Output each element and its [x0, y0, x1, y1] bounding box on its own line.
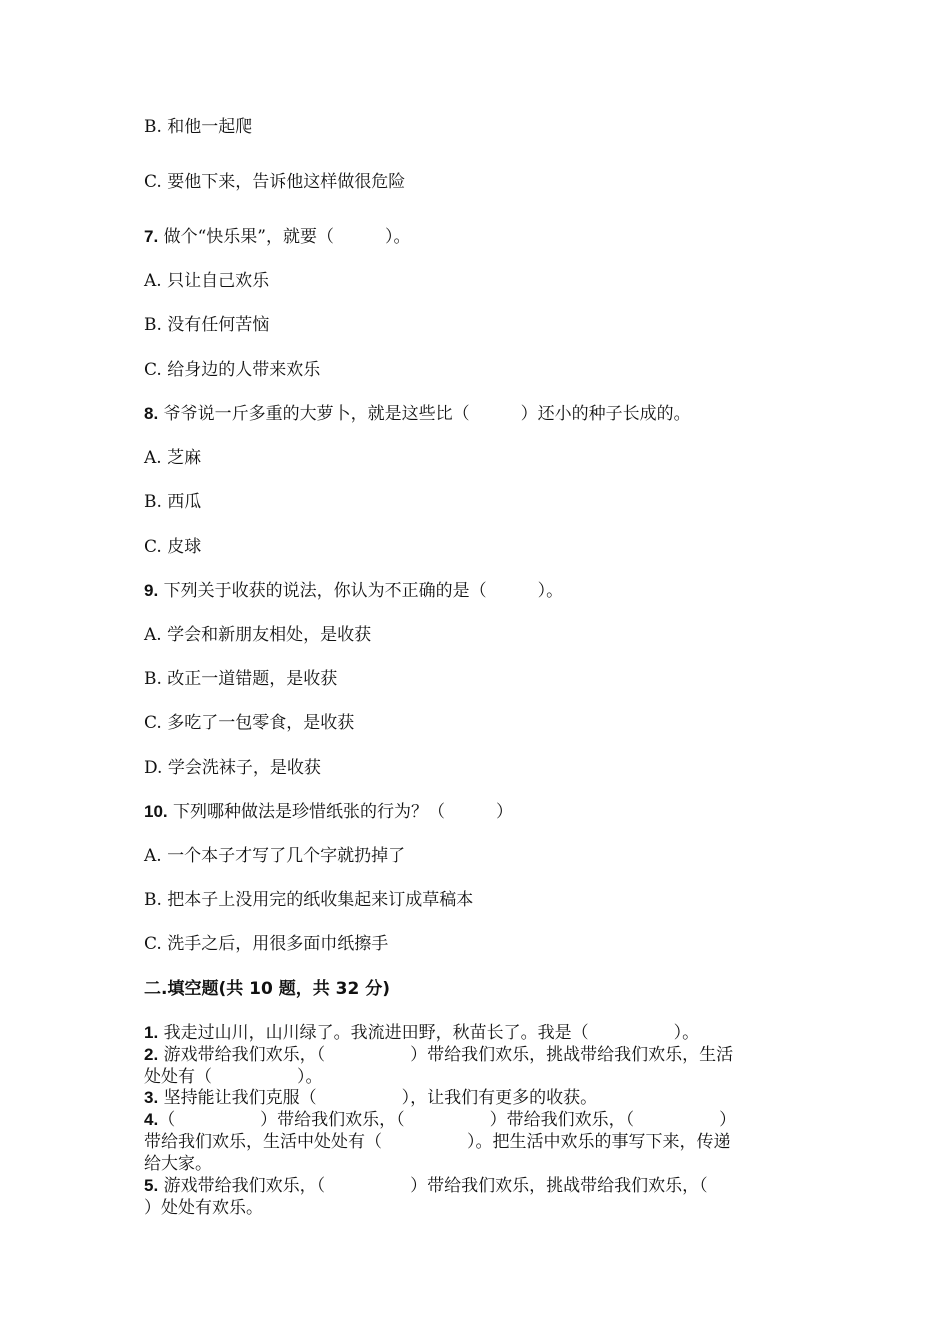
q6-option-b: B. 和他一起爬 — [144, 117, 253, 137]
q10-option-c: C. 洗手之后，用很多面巾纸擦手 — [144, 934, 389, 954]
q7-option-b: B. 没有任何苦恼 — [144, 315, 270, 335]
q8-option-b: B. 西瓜 — [144, 492, 202, 512]
q7-number: 7. — [144, 227, 159, 246]
fill-item-4-line-1 — [144, 1109, 736, 1131]
q9-option-a: A. 学会和新朋友相处，是收获 — [144, 625, 372, 645]
fill-item-3-number: 3. — [144, 1088, 159, 1107]
fill-item-5-line-2: ）处处有欢乐。 — [144, 1198, 263, 1218]
q7-option-a: A. 只让自己欢乐 — [144, 271, 270, 291]
fill-item-4-line-3: 给大家。 — [144, 1154, 212, 1174]
fill-item-2-text-1: 游戏带给我们欢乐，（ ）带给我们欢乐，挑战带给我们欢乐，生活 — [158, 1045, 734, 1065]
q9-text: 下列关于收获的说法，你认为不正确的是（ ）。 — [158, 581, 564, 601]
q7-option-c: C. 给身边的人带来欢乐 — [144, 360, 321, 380]
q10-option-a: A. 一个本子才写了几个字就扔掉了 — [144, 846, 406, 866]
q9-option-d: D. 学会洗袜子，是收获 — [144, 758, 321, 778]
fill-item-5-line-1 — [144, 1175, 708, 1197]
q10-number: 10. — [144, 802, 168, 821]
fill-item-1-text: 我走过山川，山川绿了。我流进田野，秋苗长了。我是（ ）。 — [158, 1023, 700, 1043]
q10-text: 下列哪种做法是珍惜纸张的行为？（ ） — [167, 802, 514, 822]
q8-number: 8. — [144, 404, 159, 423]
fill-item-5-text-1: 游戏带给我们欢乐，（ ）带给我们欢乐，挑战带给我们欢乐，（ — [158, 1176, 708, 1196]
q8-option-a: A. 芝麻 — [144, 448, 202, 468]
q10-stem — [144, 801, 513, 823]
fill-item-5-number: 5. — [144, 1176, 159, 1195]
q9-stem — [144, 580, 563, 602]
q7-text: 做个“快乐果”，就要（ ）。 — [158, 227, 411, 247]
q9-number: 9. — [144, 581, 159, 600]
fill-item-2-line-2: 处处有（ ）。 — [144, 1067, 323, 1087]
q10-option-b: B. 把本子上没用完的纸收集起来订成草稿本 — [144, 890, 474, 910]
q8-stem — [144, 403, 691, 425]
section-heading: 二.填空题(共 10 题，共 32 分) — [144, 979, 390, 999]
fill-item-2-number: 2. — [144, 1045, 159, 1064]
fill-item-4-line-2: 带给我们欢乐，生活中处处有（ ）。把生活中欢乐的事写下来，传递 — [144, 1132, 731, 1152]
q7-stem — [144, 226, 410, 248]
fill-item-2-line-1 — [144, 1044, 733, 1066]
q8-text: 爷爷说一斤多重的大萝卜，就是这些比（ ）还小的种子长成的。 — [158, 404, 691, 424]
fill-item-3-text: 坚持能让我们克服（ ），让我们有更多的收获。 — [158, 1088, 598, 1108]
q8-option-c: C. 皮球 — [144, 537, 202, 557]
fill-item-3 — [144, 1087, 597, 1109]
fill-item-1 — [144, 1022, 699, 1044]
q6-option-c: C. 要他下来，告诉他这样做很危险 — [144, 172, 406, 192]
fill-item-1-number: 1. — [144, 1023, 159, 1042]
q9-option-c: C. 多吃了一包零食，是收获 — [144, 713, 355, 733]
fill-item-4-number: 4. — [144, 1110, 159, 1129]
fill-item-4-text-1: （ ）带给我们欢乐，（ ）带给我们欢乐，（ ） — [158, 1110, 737, 1130]
q9-option-b: B. 改正一道错题，是收获 — [144, 669, 338, 689]
